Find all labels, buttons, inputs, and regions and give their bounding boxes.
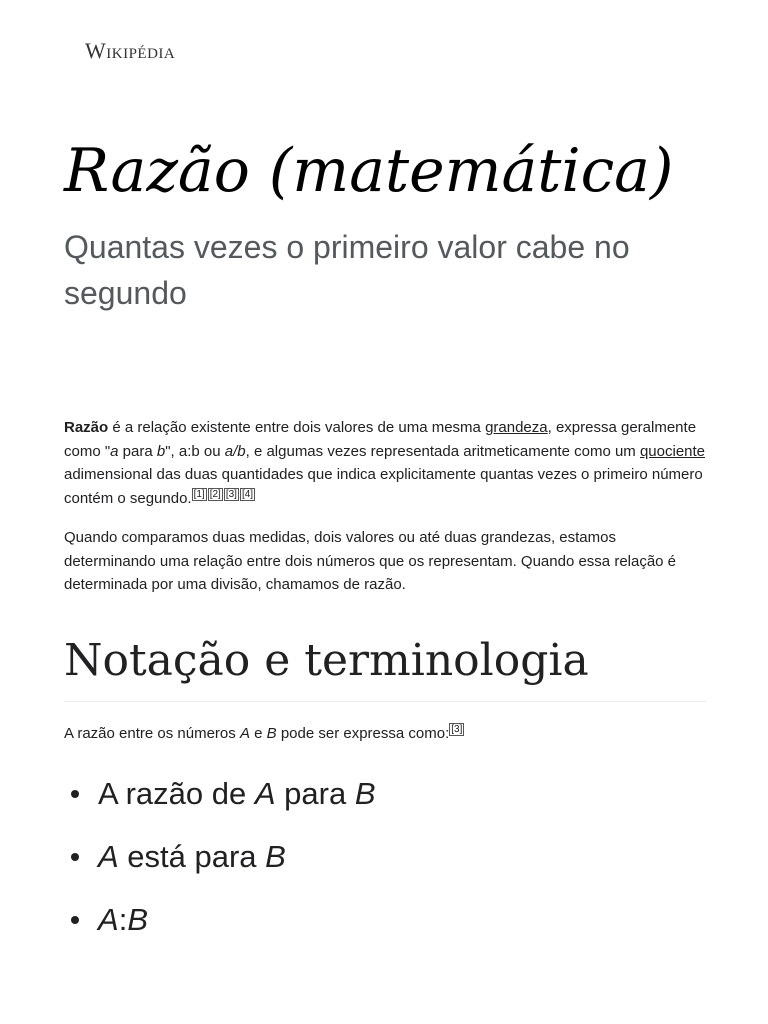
section-intro-paragraph [64, 722, 706, 746]
var-A: A [98, 838, 119, 874]
var-a: a [110, 442, 119, 460]
reference-link-3[interactable]: [3] [225, 488, 237, 500]
var-A: A [254, 775, 276, 811]
var-B: B [266, 725, 277, 743]
bold-term: Razão [64, 419, 109, 436]
article-content [64, 416, 706, 951]
section-heading-notacao: Notação e terminologia [64, 635, 706, 703]
text-span: A razão entre os números [64, 725, 240, 743]
page-title: Razão (matemática) [64, 136, 674, 206]
bullet-icon [71, 790, 79, 798]
var-B: B [265, 838, 286, 874]
reference-group [192, 489, 257, 500]
var-a-over-b: a/b [224, 442, 246, 460]
wikipedia-logo[interactable]: Wikipédia [85, 38, 176, 63]
list-item [64, 825, 706, 888]
text-span: e [249, 725, 267, 743]
var-A: A [98, 901, 119, 937]
reference-group [449, 724, 465, 735]
var-B: B [354, 775, 376, 811]
text-span: , expressa geralmente como " [64, 419, 697, 460]
text-span: é a relação existente entre dois valores de uma mesma [108, 419, 486, 436]
text-span: A razão de [98, 775, 255, 811]
separator: : [118, 901, 128, 937]
var-A: A [239, 725, 250, 743]
var-b: b [156, 442, 166, 460]
text-span: ", a:b ou [165, 442, 225, 460]
reference-link-2[interactable]: [2] [209, 488, 221, 500]
notation-list [64, 762, 706, 951]
intro-paragraph-1 [64, 416, 706, 510]
reference-link-3[interactable]: [3] [451, 724, 463, 736]
var-B: B [127, 901, 148, 937]
bullet-icon [71, 853, 79, 861]
text-span: está para [118, 838, 266, 874]
text-span: pode ser expressa como: [276, 725, 450, 743]
bullet-icon [71, 916, 79, 924]
link-grandeza[interactable]: grandeza [485, 419, 548, 436]
intro-paragraph-2: Quando comparamos duas medidas, dois valores ou até duas grandezas, estamos determinando uma relação entre dois números que os representam. Quando essa relação é determinada por uma divisão, chamamos de razão. [64, 529, 677, 593]
page-subtitle: Quantas vezes o primeiro valor cabe no segundo [64, 229, 630, 311]
list-item [64, 762, 706, 825]
reference-link-4[interactable]: [4] [241, 488, 254, 500]
reference-link-1[interactable]: [1] [193, 488, 205, 500]
text-span: adimensional das duas quantidades que indica explicitamente quantas vezes o primeiro número contém o segundo. [64, 466, 703, 507]
text-span: , e algumas vezes representada aritmeticamente como um [245, 442, 640, 460]
text-span: para [118, 442, 157, 460]
text-span: para [275, 775, 355, 811]
link-quociente[interactable]: quociente [639, 442, 706, 460]
list-item [64, 888, 706, 951]
